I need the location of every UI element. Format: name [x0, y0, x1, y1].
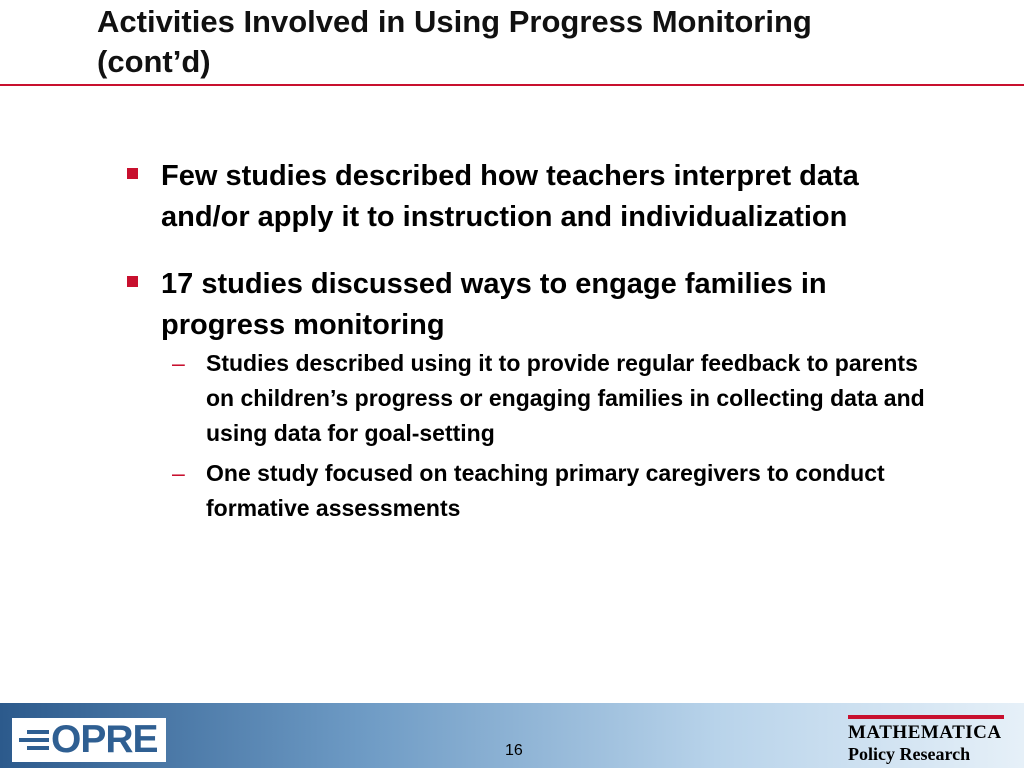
opre-lines-icon	[19, 730, 49, 750]
square-bullet-icon	[127, 168, 138, 179]
mathematica-logo-line1: MATHEMATICA	[848, 722, 1002, 743]
opre-logo-text: OPRE	[51, 718, 158, 761]
opre-logo	[12, 718, 166, 762]
logo-accent-bar	[848, 715, 1004, 719]
dash-bullet-icon: –	[172, 350, 185, 376]
sub-bullet-text: Studies described using it to provide regular feedback to parents on children’s progress or engaging families in collecting data and using data for goal-setting	[206, 350, 925, 446]
bullet-item	[124, 156, 944, 238]
bullet-item	[124, 264, 944, 346]
sub-bullet-list	[124, 346, 944, 526]
bullet-text: 17 studies discussed ways to engage families in progress monitoring	[161, 268, 827, 341]
dash-bullet-icon: –	[172, 460, 185, 486]
sub-bullet-text: One study focused on teaching primary caregivers to conduct formative assessments	[206, 460, 885, 521]
bullet-text: Few studies described how teachers interpret data and/or apply it to instruction and individualization	[161, 160, 859, 233]
mathematica-logo-line2: Policy Research	[848, 744, 971, 764]
mathematica-logo	[848, 715, 1008, 764]
square-bullet-icon	[127, 276, 138, 287]
slide-body	[124, 156, 944, 531]
slide-title: Activities Involved in Using Progress Monitoring (cont’d)	[97, 4, 812, 79]
page-number: 16	[505, 742, 523, 759]
title-divider	[0, 84, 1024, 86]
sub-bullet-item	[124, 346, 944, 451]
sub-bullet-item	[124, 456, 944, 526]
footer-bar	[0, 703, 1024, 768]
